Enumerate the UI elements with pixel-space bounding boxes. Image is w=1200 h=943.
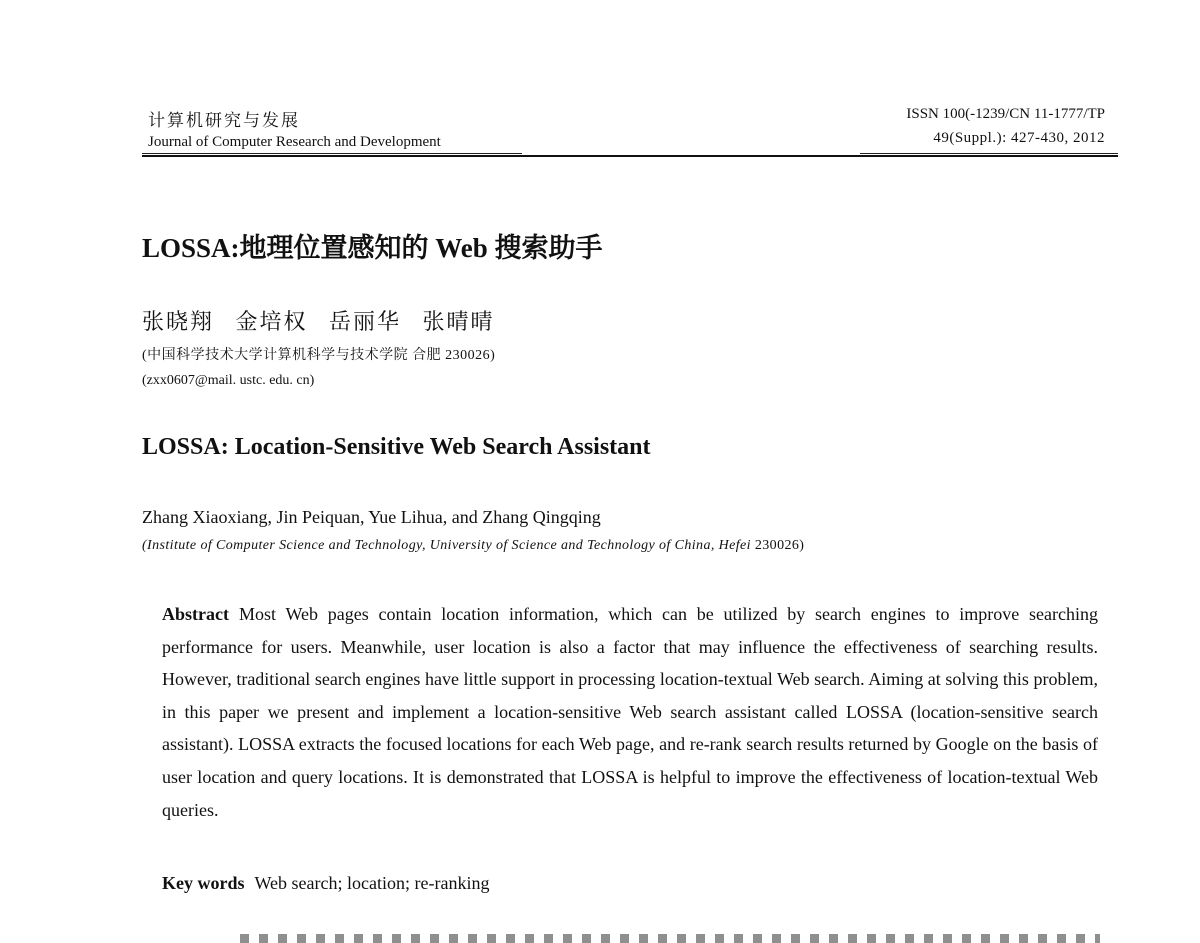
abstract — [162, 598, 1098, 826]
authors-chinese: 张晓翔 金培权 岳丽华 张晴晴 — [142, 309, 495, 334]
affiliation-english-postcode: 230026) — [754, 538, 805, 553]
journal-title-chinese: 计算机研究与发展 — [148, 111, 300, 130]
abstract-text: Most Web pages contain location information, which can be utilized by search engines to improve searching performance for users. Meanwhile, user location is also a factor that may influence the effectiveness of searching results. However, traditional search engines have little support in processing location-textual Web search. Aiming at solving this problem, in this paper we present and implement a location-sensitive Web search assistant called LOSSA (location-sensitive search assistant). LOSSA extracts the focused locations for each Web page, and re-rank search results returned by Google on the basis of user location and query locations. It is demonstrated that LOSSA is helpful to improve the effectiveness of location-textual Web queries. — [162, 604, 1098, 820]
issn-line: ISSN 100(-1239/CN 11-1777/TP — [906, 106, 1105, 122]
paper-title-chinese: LOSSA:地理位置感知的 Web 搜索助手 — [142, 233, 603, 263]
affiliation-chinese: (中国科学技术大学计算机科学与技术学院 合肥 230026) — [142, 348, 496, 363]
affiliation-english-text: (Institute of Computer Science and Technology, University of Science and Technology of China, Hefei — [142, 538, 751, 553]
keywords-text: Web search; location; re-ranking — [254, 873, 490, 893]
header-rule-left — [142, 153, 522, 154]
paper-title-english: LOSSA: Location-Sensitive Web Search Assistant — [142, 434, 651, 460]
author-email: (zxx0607@mail. ustc. edu. cn) — [142, 373, 315, 388]
volume-pages-line: 49(Suppl.): 427-430, 2012 — [933, 130, 1105, 146]
cut-off-next-line — [240, 934, 1100, 943]
keywords — [162, 873, 489, 894]
keywords-label: Key words — [162, 873, 245, 893]
header-rule-thick — [142, 155, 1118, 157]
header-rule-right — [860, 153, 1118, 154]
affiliation-english — [142, 538, 804, 554]
abstract-label: Abstract — [162, 604, 229, 624]
authors-english: Zhang Xiaoxiang, Jin Peiquan, Yue Lihua, and Zhang Qingqing — [142, 507, 601, 527]
journal-title-english: Journal of Computer Research and Development — [148, 134, 441, 150]
